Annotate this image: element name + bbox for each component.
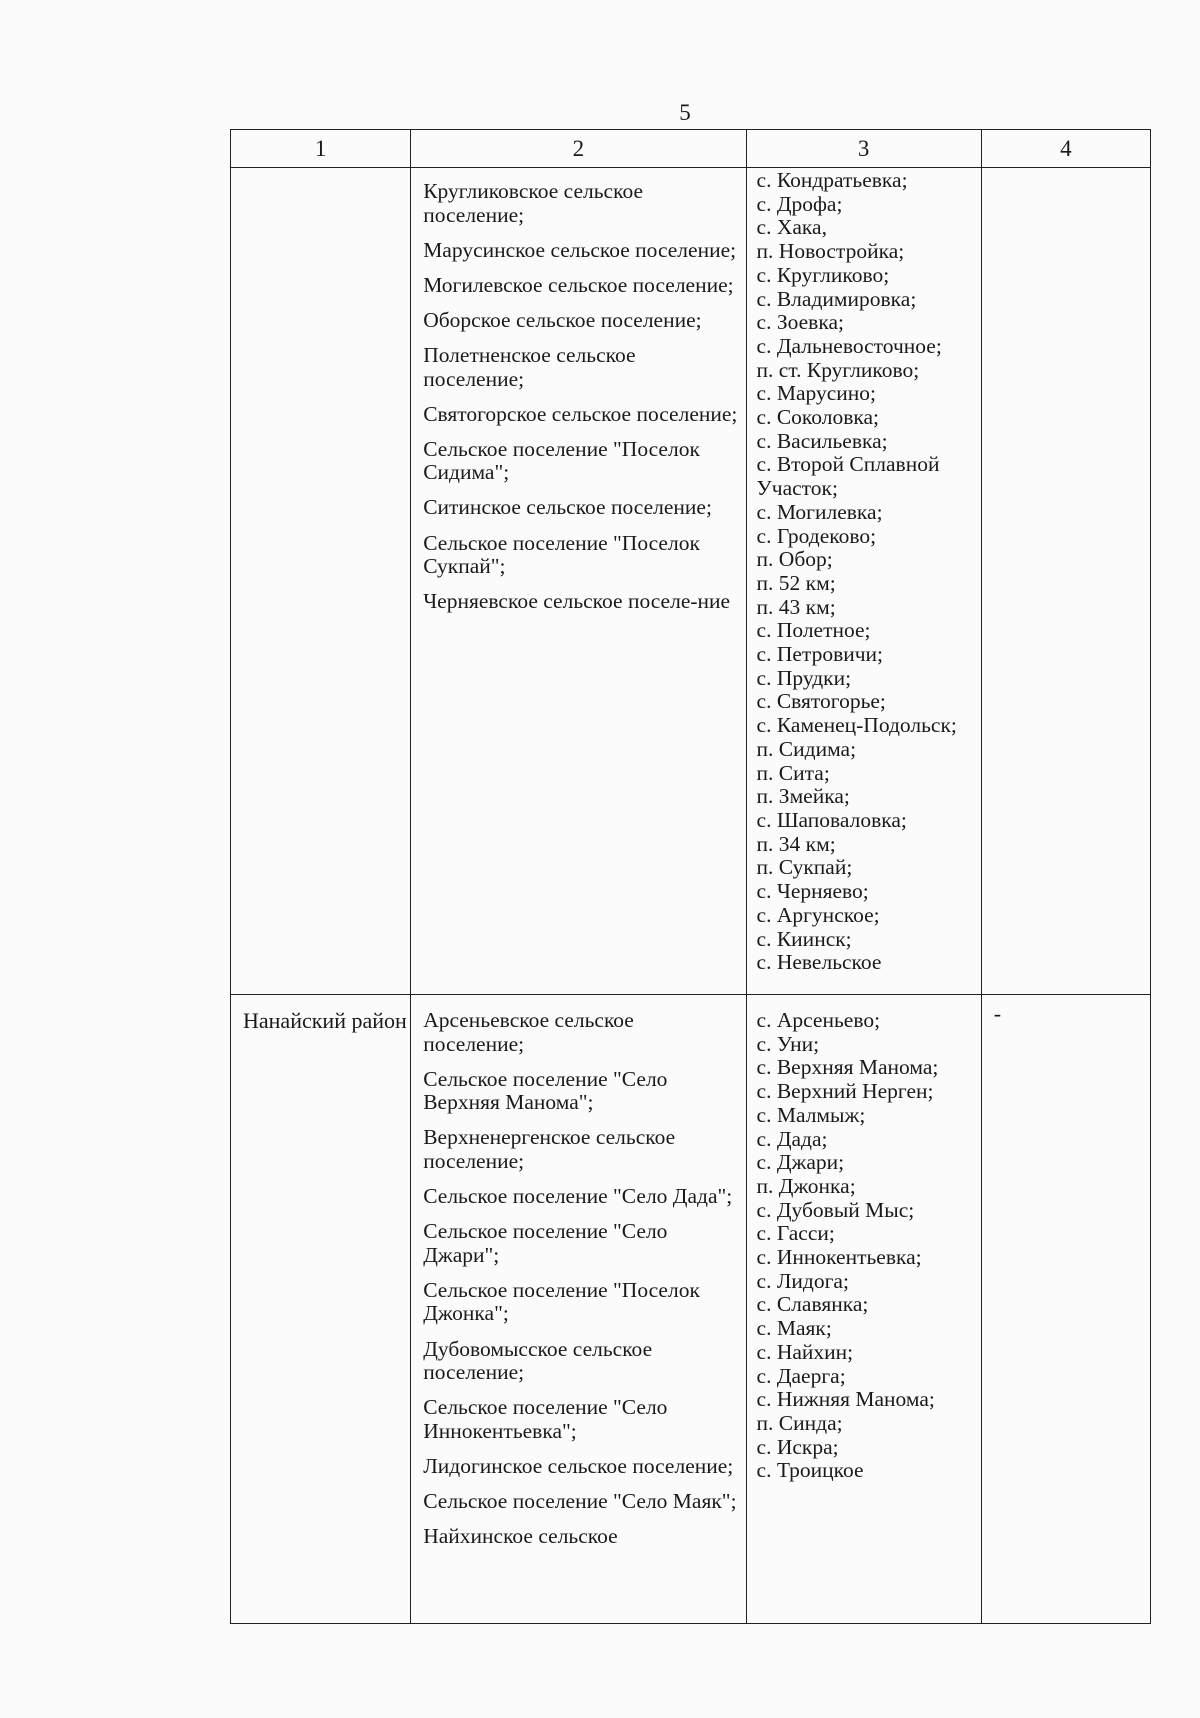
locality-item: с. Дубовый Мыс;: [756, 1197, 915, 1222]
locality-item: с. Марусино;: [756, 381, 876, 406]
locality-item: п. 52 км;: [756, 570, 836, 595]
locality-item: с. Каменец-Подольск;: [756, 713, 957, 738]
locality-item: с. Малмыж;: [756, 1102, 866, 1127]
locality-item: с. Троицкое: [756, 1458, 864, 1483]
locality-item: с. Нижняя Манома;: [756, 1387, 935, 1412]
settlement-item: Сельское поселение "Поселок Сукпай";: [423, 530, 700, 579]
locality-item: с. Киинск;: [756, 926, 852, 951]
settlement-item: Арсеньевское сельское поселение;: [423, 1008, 634, 1056]
locality-list: [747, 168, 981, 975]
locality-item: с. Найхин;: [756, 1339, 854, 1364]
locality-item: п. Джонка;: [756, 1173, 856, 1198]
settlement-item: Сельское поселение "Поселок Сидима";: [423, 436, 700, 485]
locality-item: п. Сукпай;: [756, 855, 853, 880]
locality-item: п. Сидима;: [756, 736, 857, 761]
locality-item: с. Уни;: [756, 1031, 820, 1056]
localities-cell: [746, 168, 981, 995]
district-cell: [231, 995, 411, 1624]
dash-mark: -: [993, 1001, 1002, 1026]
locality-item: п. 34 км;: [756, 831, 836, 856]
settlements-cell: [411, 168, 746, 995]
settlement-item: Ситинское сельское поселение;: [423, 495, 712, 520]
locality-item: с. Соколовка;: [756, 405, 880, 430]
settlements-table: [230, 129, 1151, 1624]
settlement-item: Марусинское сельское поселение;: [423, 237, 737, 262]
locality-item: с. Гродеково;: [756, 523, 877, 548]
locality-item: с. Даерга;: [756, 1363, 846, 1388]
settlement-item: Дубовомысское сельское поселение;: [423, 1336, 653, 1385]
locality-item: с. Зоевка;: [756, 310, 844, 335]
column-header-4: 4: [981, 130, 1150, 168]
locality-item: с. Святогорье;: [756, 689, 886, 714]
locality-item: с. Полетное;: [756, 618, 871, 643]
settlement-list: [411, 168, 745, 614]
localities-cell: [746, 995, 981, 1624]
locality-item: с. Хака,: [756, 215, 827, 240]
locality-item: п. Синда;: [756, 1410, 843, 1435]
settlement-item: Сельское поселение "Село Верхняя Манома";: [423, 1066, 668, 1115]
locality-item: с. Могилевка;: [756, 499, 883, 524]
column-header-2: 2: [411, 130, 746, 168]
locality-item: с. Кругликово;: [756, 262, 890, 287]
locality-item: с. Лидога;: [756, 1268, 849, 1293]
locality-item: с. Кондратьевка;: [756, 168, 908, 192]
locality-item: с. Невельское: [756, 950, 882, 975]
locality-item: с. Арсеньево;: [756, 1008, 881, 1032]
locality-item: с. Петровичи;: [756, 642, 884, 667]
locality-item: п. Обор;: [756, 547, 833, 572]
district-name: Нанайский район: [243, 1008, 407, 1033]
settlement-item: Сельское поселение "Село Маяк";: [423, 1489, 737, 1513]
locality-item: с. Шаповаловка;: [756, 807, 907, 832]
settlement-item: Сельское поселение "Село Дада";: [423, 1184, 733, 1209]
settlement-item: Святогорское сельское поселение;: [423, 401, 738, 426]
locality-item: с. Второй Сплавной Участок;: [756, 452, 940, 501]
locality-item: п. Новостройка;: [756, 239, 905, 264]
settlement-item: Сельское поселение "Село Иннокентьевка";: [423, 1395, 668, 1443]
locality-list: [747, 995, 981, 1483]
settlement-item: Сельское поселение "Село Джари";: [423, 1219, 668, 1267]
locality-item: с. Джари;: [756, 1150, 845, 1175]
settlement-item: Могилевское сельское поселение;: [423, 272, 734, 297]
settlements-cell: [411, 995, 746, 1624]
locality-item: п. Змейка;: [756, 784, 850, 809]
settlement-item: Полетненское сельское поселение;: [423, 342, 636, 391]
locality-item: с. Черняево;: [756, 879, 869, 904]
column-header-3: 3: [746, 130, 981, 168]
district-name: [231, 168, 410, 182]
locality-item: с. Искра;: [756, 1434, 839, 1459]
locality-item: с. Верхняя Манома;: [756, 1055, 939, 1080]
locality-item: с. Владимировка;: [756, 286, 917, 311]
notes-cell: [981, 168, 1150, 995]
locality-item: с. Верхний Нерген;: [756, 1079, 934, 1104]
locality-item: с. Маяк;: [756, 1316, 832, 1341]
table-row: [231, 995, 1151, 1624]
page-number: 5: [679, 100, 691, 125]
table-header-row: [231, 130, 1151, 168]
settlement-item: Кругликовское сельское поселение;: [423, 179, 643, 227]
settlement-item: Лидогинское сельское поселение;: [423, 1453, 734, 1478]
column-header-1: 1: [231, 130, 411, 168]
locality-item: с. Гасси;: [756, 1221, 835, 1246]
locality-item: п. ст. Кругликово;: [756, 357, 920, 382]
locality-item: с. Дрофа;: [756, 191, 843, 216]
settlement-item: Найхинское сельское: [423, 1524, 618, 1549]
table-row: [231, 168, 1151, 995]
settlement-item: Черняевское сельское поселе-ние: [423, 589, 731, 614]
locality-item: с. Дальневосточное;: [756, 333, 942, 358]
locality-item: с. Прудки;: [756, 665, 852, 690]
district-cell: [231, 168, 411, 995]
locality-item: с. Аргунское;: [756, 902, 880, 927]
locality-item: с. Васильевка;: [756, 428, 888, 453]
notes-cell: [981, 995, 1150, 1624]
settlement-item: Оборское сельское поселение;: [423, 307, 702, 332]
locality-item: с. Славянка;: [756, 1292, 869, 1317]
settlement-item: Сельское поселение "Поселок Джонка";: [423, 1277, 700, 1326]
settlement-list: [411, 995, 745, 1560]
locality-item: п. Сита;: [756, 760, 830, 785]
locality-item: п. 43 км;: [756, 594, 836, 619]
locality-item: с. Дада;: [756, 1126, 828, 1151]
locality-item: с. Иннокентьевка;: [756, 1245, 922, 1270]
settlement-item: Верхненергенское сельское поселение;: [423, 1125, 676, 1173]
